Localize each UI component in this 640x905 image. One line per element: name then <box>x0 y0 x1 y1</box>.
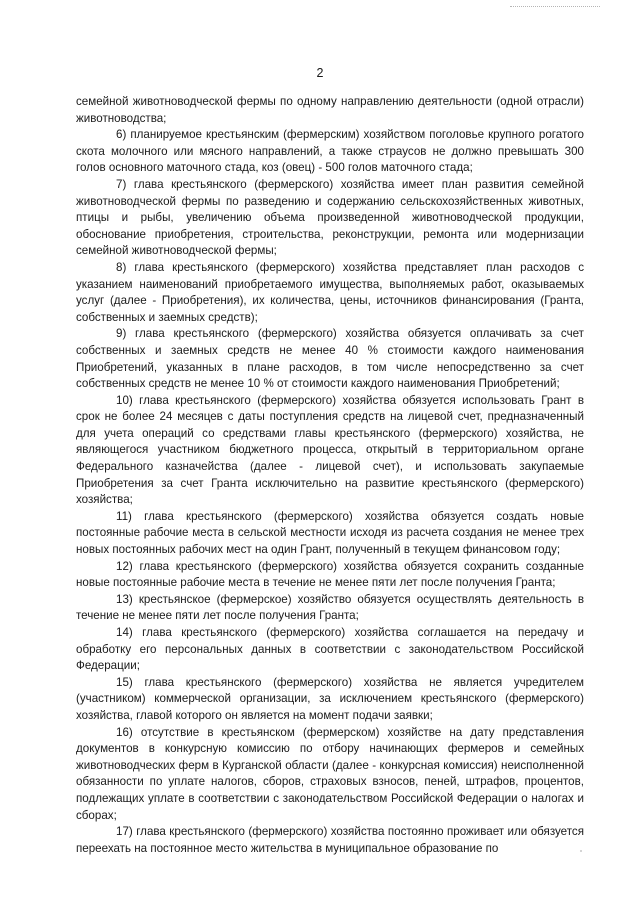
paragraph-item-7: 7) глава крестьянского (фермерского) хозяйства имеет план развития семейной животноводческой фермы по разведению и содержанию сельскохозяйственных животных, птицы и рыбы, увеличению объема произведенной животноводческой продукции, обоснование приобретения, строительства, реконструкции, ремонта или модернизации семейной животноводческой фермы; <box>76 177 584 258</box>
paragraph-item-15: 15) глава крестьянского (фермерского) хозяйства не является учредителем (участником) коммерческой организации, за исключением крестьянского (фермерского) хозяйства, главой которого он является на момент подачи заявки; <box>76 675 584 722</box>
paragraph-item-11: 11) глава крестьянского (фермерского) хозяйства обязуется создать новые постоянные рабочие места в сельской местности исходя из расчета создания не менее трех новых постоянных рабочих мест на один Грант, полученный в текущем финансовом году; <box>76 509 584 557</box>
paragraph-item-6: 6) планируемое крестьянским (фермерским) хозяйством поголовье крупного рогатого скота молочного или мясного направлений, а также страусов не должно превышать 300 голов основного маточного стада, коз (овец) - 500 голов маточного стада; <box>76 128 584 175</box>
paragraph-item-9: 9) глава крестьянского (фермерского) хозяйства обязуется оплачивать за счет собственных и заемных средств не менее 40 % стоимости каждого наименования Приобретений, указанных в плане расходов, в том числе непосредственно за счет собственных средств не менее 10 % от стоимости каждого наименования Приобретений; <box>76 327 584 391</box>
paragraph-item-10: 10) глава крестьянского (фермерского) хозяйства обязуется использовать Грант в срок не более 24 месяцев с даты поступления средств на лицевой счет, предназначенный для учета операций со средствами главы крестьянского (фермерского) хозяйства, не являющегося участником бюджетного процесса, открытый в территориальном органе Федерального казначейства (далее - лицевой счет), и использовать закупаемые Приобретения за счет Гранта исключительно на развитие крестьянского (фермерского) хозяйства; <box>76 393 584 507</box>
paragraph-item-12: 12) глава крестьянского (фермерского) хозяйства обязуется сохранить созданные новые постоянные рабочие места в течение не менее пяти лет после получения Гранта; <box>76 559 584 590</box>
scan-artifact <box>510 6 600 10</box>
paragraph-item-17: 17) глава крестьянского (фермерского) хозяйства постоянно проживает или обязуется переехать на постоянное место жительства в муниципальное образование по <box>76 825 584 855</box>
paragraph-item-13: 13) крестьянское (фермерское) хозяйство обязуется осуществлять деятельность в течение не менее пяти лет после получения Гранта; <box>76 592 584 623</box>
paragraph-item-14: 14) глава крестьянского (фермерского) хозяйства соглашается на передачу и обработку его персональных данных в соответствии с законодательством Российской Федерации; <box>76 626 584 673</box>
paragraph-item-8: 8) глава крестьянского (фермерского) хозяйства представляет план расходов с указанием наименований приобретаемого имущества, выполняемых работ, оказываемых услуг (далее - Приобретения), их количества, цены, источников финансирования (Гранта, собственных и заемных средств); <box>76 260 584 324</box>
document-body <box>76 94 584 857</box>
paragraph-item-16: 16) отсутствие в крестьянском (фермерском) хозяйстве на дату представления документов в конкурсную комиссию по отбору начинающих фермеров и семейных животноводческих ферм в Курганской области (далее - конкурсная комиссия) неисполненной обязанности по уплате налогов, сборов, страховых взносов, пеней, штрафов, процентов, подлежащих уплате в соответствии с законодательством Российской Федерации о налогах и сборах; <box>76 725 584 822</box>
page-number: 2 <box>316 66 324 80</box>
paragraph-continuation: семейной животноводческой фермы по одному направлению деятельности (одной отрасли) животноводства; <box>76 95 584 125</box>
